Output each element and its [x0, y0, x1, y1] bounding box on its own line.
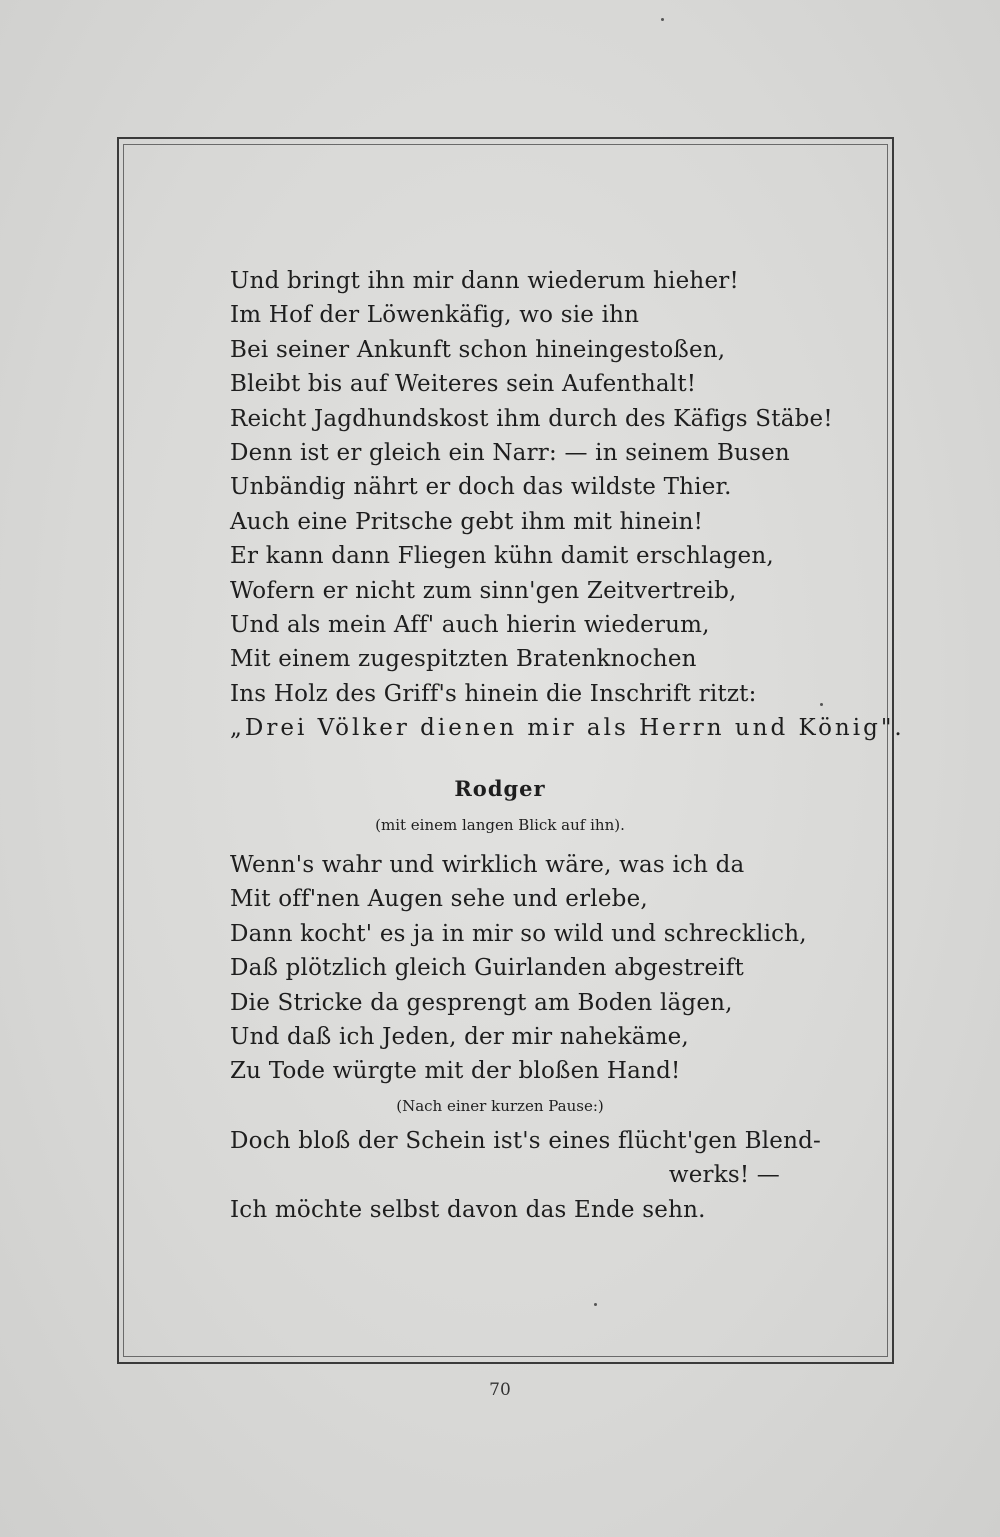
verse-line: Daß plötzlich gleich Guirlanden abgestreift: [230, 955, 744, 982]
verse-block-1: [230, 264, 905, 745]
verse-line: Bei seiner Ankunft schon hineingestoßen,: [230, 336, 726, 363]
verse-line: Doch bloß der Schein ist's eines flücht'gen Blend-: [230, 1128, 821, 1154]
page-number: 70: [489, 1380, 511, 1400]
stage-direction: (mit einem langen Blick auf ihn).: [375, 816, 625, 834]
verse-line-continuation: werks! —: [668, 1162, 780, 1189]
speaker-name: Rodger: [454, 776, 546, 801]
verse-line: Reicht Jagdhundskost ihm durch des Käfigs Stäbe!: [230, 405, 833, 432]
verse-line: Mit off'nen Augen sehe und erlebe,: [230, 886, 648, 913]
verse-line: Bleibt bis auf Weiteres sein Aufenthalt!: [230, 371, 697, 398]
verse-line: Mit einem zugespitzten Bratenknochen: [230, 646, 697, 673]
verse-line: Unbändig nährt er doch das wildste Thier.: [230, 474, 732, 501]
verse-block-3: [230, 1124, 821, 1227]
verse-line: Denn ist er gleich ein Narr: — in seinem Busen: [230, 439, 790, 466]
verse-line: Im Hof der Löwenkäfig, wo sie ihn: [230, 302, 640, 329]
verse-line: Wofern er nicht zum sinn'gen Zeitvertreib,: [230, 577, 737, 604]
verse-line: Und als mein Aff' auch hierin wiederum,: [230, 611, 710, 638]
verse-block-2: [230, 848, 807, 1089]
verse-line: Wenn's wahr und wirklich wäre, was ich da: [230, 852, 745, 878]
verse-line: Ins Holz des Griff's hinein die Inschrift ritzt:: [230, 680, 757, 707]
verse-line: Dann kocht' es ja in mir so wild und schrecklich,: [230, 920, 807, 947]
paper-speck: [661, 18, 664, 21]
verse-line: Zu Tode würgte mit der bloßen Hand!: [230, 1058, 681, 1085]
stage-direction: (Nach einer kurzen Pause:): [396, 1097, 604, 1115]
verse-line: Auch eine Pritsche gebt ihm mit hinein!: [230, 508, 704, 535]
paper-speck: [594, 1303, 597, 1306]
verse-line: Ich möchte selbst davon das Ende sehn.: [230, 1196, 706, 1223]
verse-line: Und bringt ihn mir dann wiederum hieher!: [230, 268, 739, 294]
inscription-line: „Drei Völker dienen mir als Herrn und König".: [230, 715, 905, 742]
verse-line: Und daß ich Jeden, der mir nahekäme,: [230, 1023, 689, 1050]
paper-speck: [820, 703, 823, 706]
verse-line: Er kann dann Fliegen kühn damit erschlagen,: [230, 543, 774, 570]
verse-line: Die Stricke da gesprengt am Boden lägen,: [230, 989, 733, 1016]
